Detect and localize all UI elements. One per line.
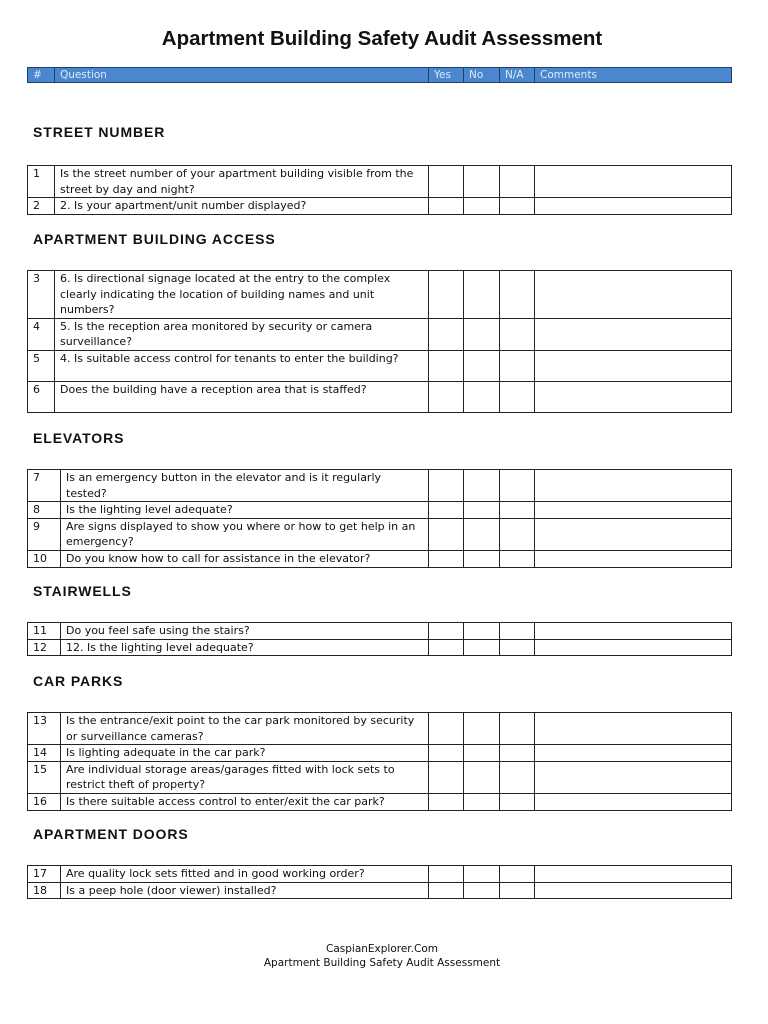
no-cell[interactable] [464, 271, 500, 319]
na-cell[interactable] [500, 793, 535, 810]
yes-cell[interactable] [429, 623, 464, 640]
header-no: No [464, 68, 500, 83]
comments-cell[interactable] [535, 713, 732, 745]
row-question: 4. Is suitable access control for tenants to enter the building? [55, 350, 429, 381]
table-row [28, 882, 732, 899]
row-question: Does the building have a reception area that is staffed? [55, 381, 429, 412]
no-cell[interactable] [464, 318, 500, 350]
row-number: 3 [28, 271, 55, 319]
table-row [28, 623, 732, 640]
header-num: # [28, 68, 55, 83]
yes-cell[interactable] [429, 381, 464, 412]
yes-cell[interactable] [429, 882, 464, 899]
na-cell[interactable] [500, 623, 535, 640]
table-row [28, 198, 732, 215]
page-title: Apartment Building Safety Audit Assessment [161, 27, 603, 50]
row-question: Are individual storage areas/garages fitted with lock sets to restrict theft of property? [61, 761, 429, 793]
row-question: Is an emergency button in the elevator and is it regularly tested? [61, 470, 429, 502]
table-row [28, 550, 732, 567]
comments-cell[interactable] [535, 198, 732, 215]
comments-cell[interactable] [535, 271, 732, 319]
section-title-building-access: APARTMENT BUILDING ACCESS [33, 231, 276, 247]
row-number: 5 [28, 350, 55, 381]
na-cell[interactable] [500, 350, 535, 381]
row-number: 9 [28, 518, 61, 550]
na-cell[interactable] [500, 882, 535, 899]
yes-cell[interactable] [429, 166, 464, 198]
header-comments: Comments [535, 68, 732, 83]
row-question: Is the lighting level adequate? [61, 502, 429, 519]
row-number: 10 [28, 550, 61, 567]
na-cell[interactable] [500, 470, 535, 502]
table-row [28, 793, 732, 810]
row-number: 12 [28, 639, 61, 656]
table-row [28, 381, 732, 412]
comments-cell[interactable] [535, 550, 732, 567]
no-cell[interactable] [464, 745, 500, 762]
section-title-apartment-doors: APARTMENT DOORS [33, 826, 189, 842]
row-question: Are signs displayed to show you where or how to get help in an emergency? [61, 518, 429, 550]
comments-cell[interactable] [535, 623, 732, 640]
na-cell[interactable] [500, 550, 535, 567]
section-table-elevators [27, 469, 732, 568]
no-cell[interactable] [464, 623, 500, 640]
na-cell[interactable] [500, 318, 535, 350]
na-cell[interactable] [500, 381, 535, 412]
column-header-table [27, 67, 732, 83]
table-row [28, 350, 732, 381]
yes-cell[interactable] [429, 761, 464, 793]
no-cell[interactable] [464, 381, 500, 412]
row-question: 6. Is directional signage located at the entry to the complex clearly indicating the location of building names and unit numbers? [55, 271, 429, 319]
row-question: Are quality lock sets fitted and in good working order? [61, 866, 429, 883]
yes-cell[interactable] [429, 550, 464, 567]
row-question: Is the street number of your apartment building visible from the street by day and night? [55, 166, 429, 198]
row-number: 8 [28, 502, 61, 519]
yes-cell[interactable] [429, 639, 464, 656]
section-table-stairwells [27, 622, 732, 656]
comments-cell[interactable] [535, 745, 732, 762]
header-na: N/A [500, 68, 535, 83]
section-table-car-parks [27, 712, 732, 811]
yes-cell[interactable] [429, 350, 464, 381]
yes-cell[interactable] [429, 518, 464, 550]
comments-cell[interactable] [535, 502, 732, 519]
yes-cell[interactable] [429, 502, 464, 519]
row-number: 16 [28, 793, 61, 810]
row-number: 14 [28, 745, 61, 762]
row-question: Do you know how to call for assistance in the elevator? [61, 550, 429, 567]
na-cell[interactable] [500, 271, 535, 319]
row-number: 7 [28, 470, 61, 502]
table-row [28, 271, 732, 319]
row-question: Is lighting adequate in the car park? [61, 745, 429, 762]
no-cell[interactable] [464, 198, 500, 215]
no-cell[interactable] [464, 518, 500, 550]
section-table-apartment-doors [27, 865, 732, 899]
header-question: Question [55, 68, 429, 83]
row-question: 2. Is your apartment/unit number displayed? [55, 198, 429, 215]
yes-cell[interactable] [429, 745, 464, 762]
no-cell[interactable] [464, 502, 500, 519]
row-number: 6 [28, 381, 55, 412]
footer-document-title: Apartment Building Safety Audit Assessment [263, 957, 501, 969]
row-question: Is there suitable access control to enter/exit the car park? [61, 793, 429, 810]
footer-site-name: CaspianExplorer.Com [326, 943, 438, 955]
no-cell[interactable] [464, 713, 500, 745]
no-cell[interactable] [464, 166, 500, 198]
comments-cell[interactable] [535, 761, 732, 793]
comments-cell[interactable] [535, 350, 732, 381]
na-cell[interactable] [500, 639, 535, 656]
row-number: 15 [28, 761, 61, 793]
table-row [28, 639, 732, 656]
table-row [28, 470, 732, 502]
yes-cell[interactable] [429, 713, 464, 745]
na-cell[interactable] [500, 166, 535, 198]
comments-cell[interactable] [535, 470, 732, 502]
row-question: Is the entrance/exit point to the car park monitored by security or surveillance cameras? [61, 713, 429, 745]
yes-cell[interactable] [429, 198, 464, 215]
na-cell[interactable] [500, 866, 535, 883]
yes-cell[interactable] [429, 793, 464, 810]
no-cell[interactable] [464, 882, 500, 899]
row-question: 5. Is the reception area monitored by security or camera surveillance? [55, 318, 429, 350]
section-title-car-parks: CAR PARKS [33, 673, 124, 689]
section-table-building-access [27, 270, 732, 413]
table-row [28, 866, 732, 883]
yes-cell[interactable] [429, 470, 464, 502]
header-yes: Yes [429, 68, 464, 83]
no-cell[interactable] [464, 550, 500, 567]
row-question: Is a peep hole (door viewer) installed? [61, 882, 429, 899]
row-number: 11 [28, 623, 61, 640]
section-title-stairwells: STAIRWELLS [33, 583, 132, 599]
yes-cell[interactable] [429, 866, 464, 883]
comments-cell[interactable] [535, 793, 732, 810]
row-number: 1 [28, 166, 55, 198]
comments-cell[interactable] [535, 318, 732, 350]
na-cell[interactable] [500, 745, 535, 762]
comments-cell[interactable] [535, 882, 732, 899]
row-number: 4 [28, 318, 55, 350]
no-cell[interactable] [464, 470, 500, 502]
table-row [28, 318, 732, 350]
row-number: 18 [28, 882, 61, 899]
comments-cell[interactable] [535, 518, 732, 550]
section-table-street-number [27, 165, 732, 215]
row-number: 17 [28, 866, 61, 883]
section-title-street-number: STREET NUMBER [33, 124, 166, 140]
yes-cell[interactable] [429, 271, 464, 319]
no-cell[interactable] [464, 866, 500, 883]
table-row [28, 745, 732, 762]
row-number: 13 [28, 713, 61, 745]
row-question: 12. Is the lighting level adequate? [61, 639, 429, 656]
section-title-elevators: ELEVATORS [33, 430, 125, 446]
yes-cell[interactable] [429, 318, 464, 350]
no-cell[interactable] [464, 793, 500, 810]
comments-cell[interactable] [535, 866, 732, 883]
comments-cell[interactable] [535, 166, 732, 198]
table-row [28, 166, 732, 198]
na-cell[interactable] [500, 761, 535, 793]
no-cell[interactable] [464, 761, 500, 793]
no-cell[interactable] [464, 350, 500, 381]
na-cell[interactable] [500, 713, 535, 745]
row-number: 2 [28, 198, 55, 215]
na-cell[interactable] [500, 518, 535, 550]
table-row [28, 518, 732, 550]
na-cell[interactable] [500, 502, 535, 519]
na-cell[interactable] [500, 198, 535, 215]
comments-cell[interactable] [535, 381, 732, 412]
comments-cell[interactable] [535, 639, 732, 656]
table-row [28, 502, 732, 519]
table-row [28, 761, 732, 793]
row-question: Do you feel safe using the stairs? [61, 623, 429, 640]
no-cell[interactable] [464, 639, 500, 656]
table-row [28, 713, 732, 745]
